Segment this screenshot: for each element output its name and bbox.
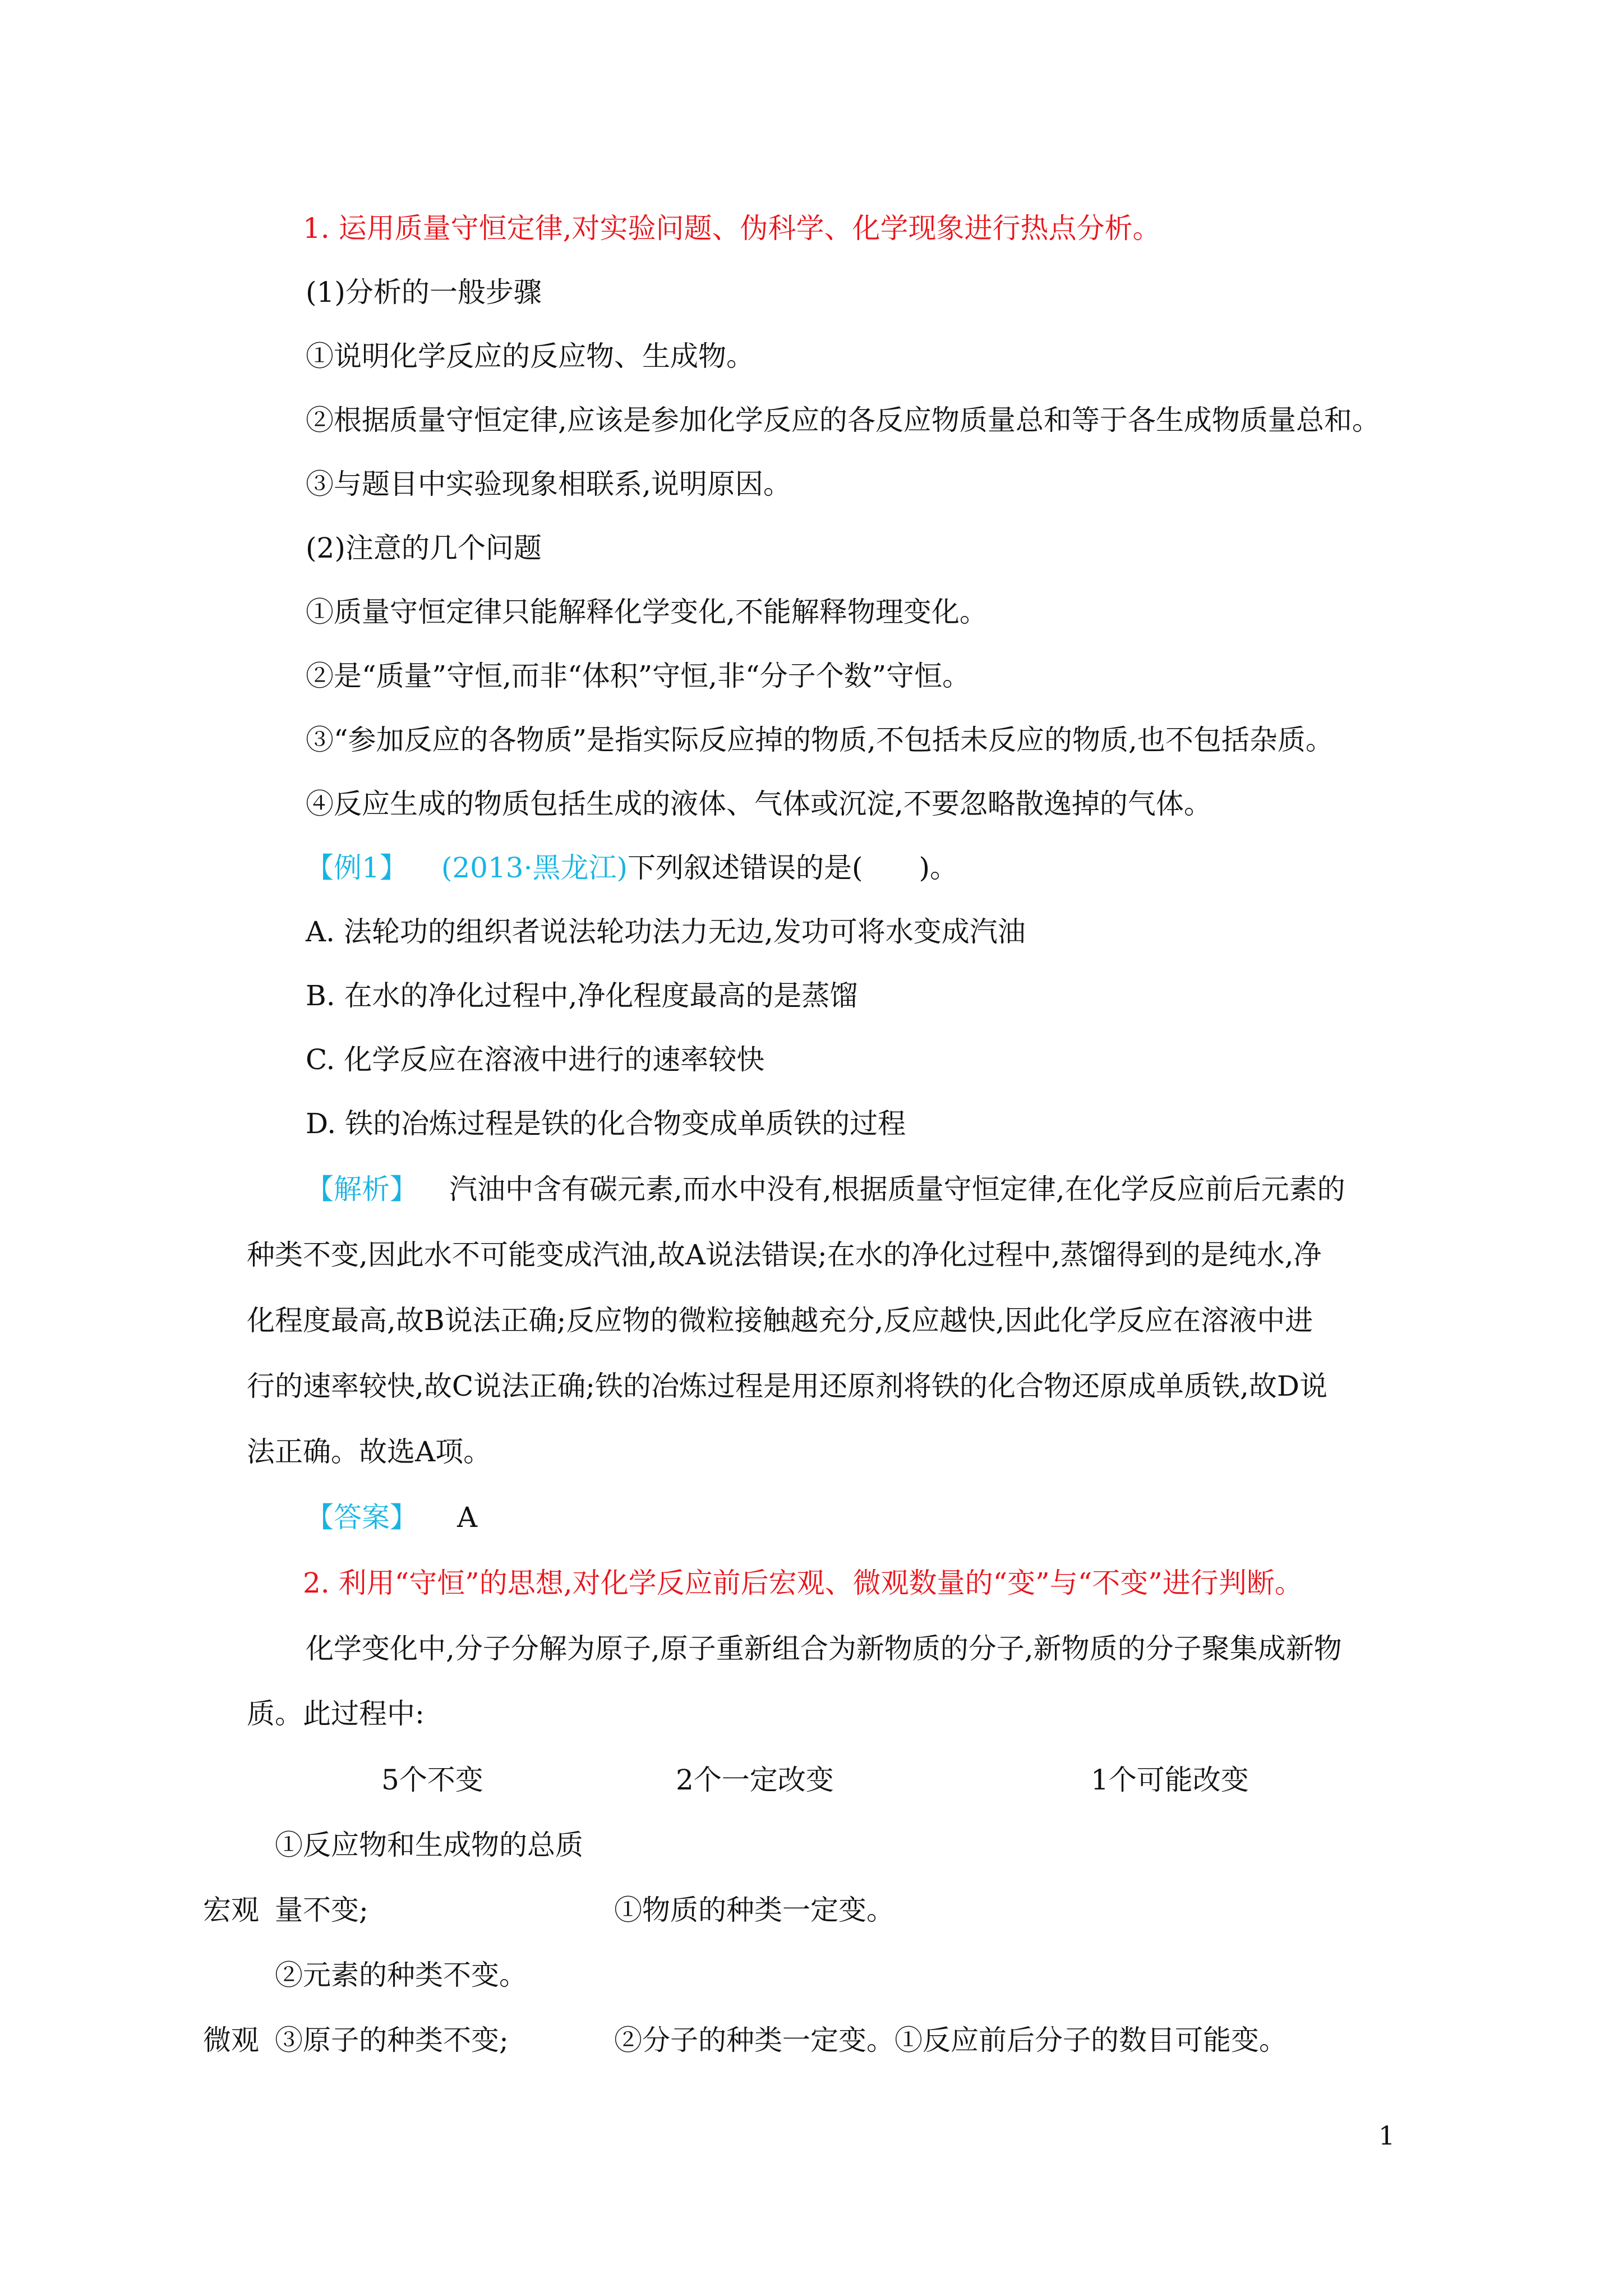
sub2-title: (2)注意的几个问题	[306, 532, 542, 564]
macro-unchanged-line2: 量不变;	[275, 1894, 368, 1926]
sub1-item: ②根据质量守恒定律,应该是参加化学反应的各反应物质量总和等于各生成物质量总和。	[306, 404, 1380, 436]
sub2-item: ②是“质量”守恒,而非“体积”守恒,非“分子个数”守恒。	[306, 660, 971, 692]
example-source: (2013·黑龙江)	[441, 852, 628, 884]
sub1-item: ①说明化学反应的反应物、生成物。	[306, 340, 754, 372]
macro-label: 宏观	[203, 1894, 259, 1926]
option-d: D. 铁的冶炼过程是铁的化合物变成单质铁的过程	[306, 1107, 906, 1140]
macro-changed: ①物质的种类一定变。	[614, 1894, 895, 1926]
example-question: 下列叙述错误的是( )。	[627, 852, 958, 884]
table-header-maybe: 1个可能改变	[1091, 1764, 1249, 1796]
sub2-item: ④反应生成的物质包括生成的液体、气体或沉淀,不要忽略散逸掉的气体。	[306, 788, 1212, 820]
sub2-item: ①质量守恒定律只能解释化学变化,不能解释物理变化。	[306, 596, 988, 628]
section2-intro: 质。此过程中:	[247, 1697, 425, 1730]
micro-maybe: ①反应前后分子的数目可能变。	[895, 2024, 1287, 2056]
analysis-first-line	[306, 1175, 1345, 1203]
section2-heading: 2. 利用“守恒”的思想,对化学反应前后宏观、微观数量的“变”与“不变”进行判断。	[303, 1567, 1303, 1599]
table-header-unchanged: 5个不变	[381, 1764, 483, 1796]
sub1-item: ③与题目中实验现象相联系,说明原因。	[306, 468, 791, 500]
section2-intro: 化学变化中,分子分解为原子,原子重新组合为新物质的分子,新物质的分子聚集成新物	[306, 1632, 1342, 1665]
example-label: 【例1】	[306, 852, 408, 884]
analysis-line: 种类不变,因此水不可能变成汽油,故A说法错误;在水的净化过程中,蒸馏得到的是纯水,净	[247, 1239, 1322, 1271]
micro-changed: ②分子的种类一定变。	[614, 2024, 895, 2056]
sub1-title: (1)分析的一般步骤	[306, 276, 542, 309]
analysis-line: 行的速率较快,故C说法正确;铁的冶炼过程是用还原剂将铁的化合物还原成单质铁,故D说	[247, 1370, 1327, 1402]
micro-label: 微观	[203, 2024, 259, 2056]
analysis-line: 化程度最高,故B说法正确;反应物的微粒接触越充分,反应越快,因此化学反应在溶液中进	[247, 1304, 1313, 1337]
section1-heading: 1. 运用质量守恒定律,对实验问题、伪科学、化学现象进行热点分析。	[303, 212, 1161, 245]
analysis-line: 法正确。故选A项。	[247, 1435, 492, 1468]
analysis-text: 汽油中含有碳元素,而水中没有,根据质量守恒定律,在化学反应前后元素的	[449, 1173, 1345, 1205]
option-b: B. 在水的净化过程中,净化程度最高的是蒸馏	[306, 979, 858, 1012]
analysis-label: 【解析】	[306, 1173, 418, 1205]
sub2-item: ③“参加反应的各物质”是指实际反应掉的物质,不包括未反应的物质,也不包括杂质。	[306, 724, 1334, 756]
macro-unchanged-2: ②元素的种类不变。	[275, 1959, 527, 1991]
option-a: A. 法轮功的组织者说法轮功法力无边,发功可将水变成汽油	[306, 915, 1026, 948]
answer-line	[306, 1501, 478, 1534]
answer-value: A	[457, 1501, 478, 1534]
example1-header	[306, 854, 958, 882]
macro-unchanged-line1: ①反应物和生成物的总质	[275, 1829, 583, 1861]
page-number: 1	[1378, 2120, 1395, 2151]
micro-unchanged: ③原子的种类不变;	[275, 2024, 509, 2056]
answer-label: 【答案】	[306, 1501, 418, 1534]
option-c: C. 化学反应在溶液中进行的速率较快	[306, 1043, 765, 1076]
table-header-changed: 2个一定改变	[676, 1764, 834, 1796]
